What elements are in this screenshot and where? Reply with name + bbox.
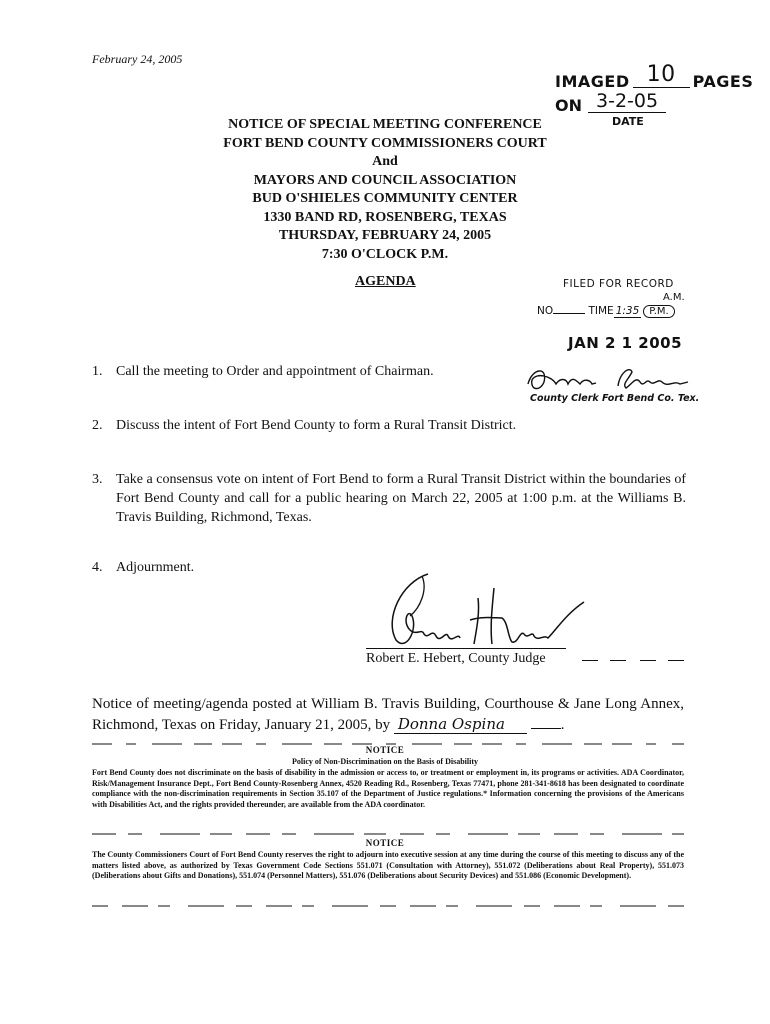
filed-no-label: NO [537, 305, 554, 317]
judge-signature [362, 568, 592, 657]
agenda-item-number: 2. [92, 418, 103, 433]
filed-no-time [537, 305, 675, 317]
on-label: ON [555, 96, 582, 115]
stamp-date-label: DATE [612, 115, 644, 128]
pages-label: PAGES [692, 72, 754, 91]
agenda-item-text: Take a consensus vote on intent of Fort Bend to form a Rural Transit District within the boundaries of Fort Bend County and call for a public hearing on March 22, 2005 at 1:00 p.m. at the Williams B. Travis Building, Richmond, Texas. [116, 472, 686, 525]
header-line: And [372, 154, 398, 169]
agenda-title: AGENDA [355, 274, 416, 289]
judge-signature-line [366, 648, 566, 649]
header-line: THURSDAY, FEBRUARY 24, 2005 [278, 228, 492, 243]
notice-title: NOTICE [365, 838, 405, 848]
agenda-item-number: 3. [92, 472, 103, 487]
posting-notice: Notice of meeting/agenda posted at William B. Travis Building, Courthouse & Jane Long Annex, Richmond, Texas on Friday, January 21, 2005, by Donna Ospina . [92, 696, 684, 733]
notice-body: The County Commissioners Court of Fort Bend County reserves the right to adjourn into executive session at any time during the course of this meeting to discuss any of the matters listed above, as authorized by Texas Government Code Sections 551.071 (Consultation with Attorney), 551.072 (Deliberations about Real Property), 551.073 (Deliberations about Gifts and Donations), 551.074 (Personnel Matters), 551.076 (Deliberations about Security Devices) and 551.086 (Economic Development). [92, 850, 684, 880]
agenda-item-text: Call the meeting to Order and appointment of Chairman. [116, 364, 434, 379]
agenda-item [92, 362, 434, 381]
header-line: 7:30 O'CLOCK P.M. [321, 246, 449, 262]
imaged-count: 10 [633, 62, 690, 88]
header-line: 1330 BAND RD, ROSENBERG, TEXAS [263, 209, 507, 225]
header-line: FORT BEND COUNTY COMMISSIONERS COURT [223, 135, 547, 151]
posted-by-signature: Donna Ospina [394, 715, 527, 734]
notice-subtitle: Policy of Non-Discrimination on the Basis of Disability [291, 757, 478, 766]
divider [610, 660, 626, 661]
header-line: MAYORS AND COUNCIL ASSOCIATION [253, 172, 517, 188]
clerk-title: County Clerk Fort Bend Co. Tex. [530, 393, 700, 404]
header-line: BUD O'SHIELES COMMUNITY CENTER [252, 191, 518, 206]
notice-body: Fort Bend County does not discriminate on the basis of disability in the admission or access to, or treatment or employment in, its programs or activities. ADA Coordinator, Risk/Management Insurance Dept., Fort Bend County-Rosenberg Annex, 4520 Reading Rd., Rosenberg, Texas 77471, phone 281-341-8618 has been designated to coordinate compliance with the non-discrimination requirements in Section 35.107 of the Department of Justice regulations.* Information concerning the provisions of the Americans with Disabilities Act, and the rights provided thereunder, are available from the ADA coordinator. [92, 768, 684, 809]
header-line: NOTICE OF SPECIAL MEETING CONFERENCE [228, 117, 542, 132]
meeting-header [0, 116, 770, 264]
divider [582, 660, 598, 661]
divider [668, 660, 684, 661]
imaged-label: IMAGED [555, 72, 630, 91]
filed-pm-label: P.M. [643, 305, 674, 318]
agenda-item-text: Adjournment. [116, 560, 195, 575]
agenda-item [92, 416, 516, 435]
agenda-item-number: 4. [92, 560, 103, 575]
divider [640, 660, 656, 661]
filed-date: JAN 2 1 2005 [568, 334, 683, 352]
posting-notice-text: Notice of meeting/agenda posted at William B. Travis Building, Courthouse & Jane Long Annex, Richmond, Texas on Friday, January 21, 2005, by [92, 696, 684, 733]
imaged-on-date: 3-2-05 [588, 90, 666, 113]
agenda-item [92, 558, 194, 577]
filed-am-label: A.M. [663, 292, 685, 303]
imaged-on-stamp [555, 90, 666, 116]
divider [92, 904, 684, 908]
agenda-item-number: 1. [92, 364, 103, 379]
notice-title: NOTICE [365, 745, 405, 755]
document-date: February 24, 2005 [92, 52, 183, 66]
agenda-item-text: Discuss the intent of Fort Bend County to form a Rural Transit District. [116, 418, 517, 433]
filed-time-value: 1:35 [615, 305, 640, 317]
filed-for-record-label: FILED FOR RECORD [563, 278, 674, 290]
divider [92, 832, 684, 836]
judge-name-title: Robert E. Hebert, County Judge [366, 651, 546, 666]
agenda-item [92, 470, 686, 527]
filed-time-label: TIME [588, 305, 614, 317]
